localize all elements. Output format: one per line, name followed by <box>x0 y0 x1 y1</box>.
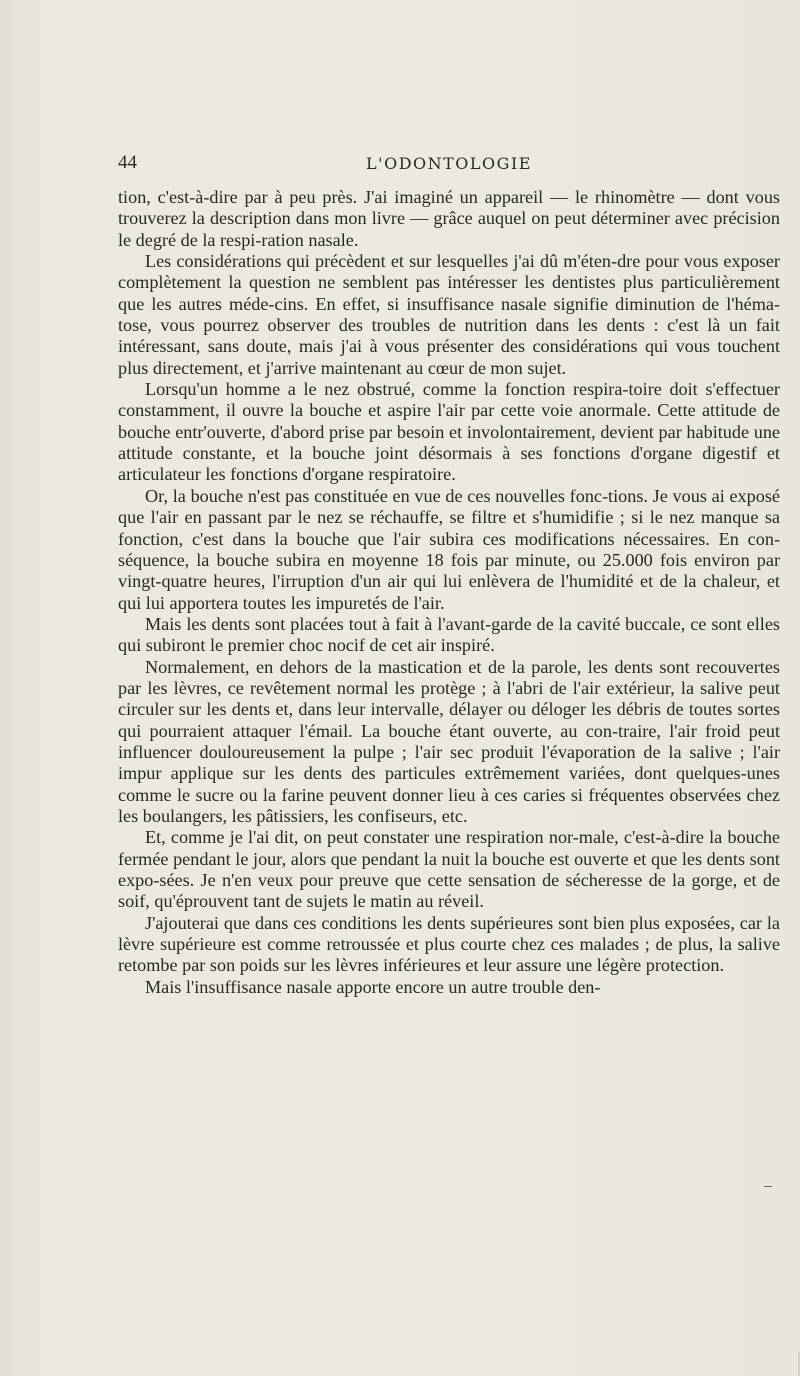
paragraph-7: Et, comme je l'ai dit, on peut constater une respiration nor-male, c'est-à-dire la bouche fermée pendant le jour, alors que pendant la nuit la bouche est ouverte et que les dents sont expo-sées. Je n'en veux pour preuve que cette sensation de sécheresse de la gorge, et de soif, qu'éprouvent tant de sujets le matin au réveil. <box>118 827 780 912</box>
page-header <box>118 152 780 178</box>
paragraph-2: Les considérations qui précèdent et sur lesquelles j'ai dû m'éten-dre pour vous exposer complètement la question ne semblent pas intéresser les dentistes plus particulièrement que les autres méde-cins. En effet, si insuffisance nasale signifie diminution de l'héma-tose, vous pourrez observer des troubles de nutrition dans les dents : c'est là un fait intéressant, sans doute, mais j'ai à vous présenter des considérations qui vous touchent plus directement, et j'arrive maintenant au cœur de mon sujet. <box>118 251 780 378</box>
paragraph-3: Lorsqu'un homme a le nez obstrué, comme la fonction respira-toire doit s'effectuer constamment, il ouvre la bouche et aspire l'air par cette voie anormale. Cette attitude de bouche entr'ouverte, d'abord prise par besoin et involontairement, devient par habitude une attitude constante, et la bouche joint désormais à ses fonctions d'organe digestif et articulateur les fonctions d'organe respiratoire. <box>118 379 780 485</box>
paragraph-5: Mais les dents sont placées tout à fait à l'avant-garde de la cavité buccale, ce sont elles qui subiront le premier choc nocif de cet air inspiré. <box>118 613 780 656</box>
running-title: L'ODONTOLOGIE <box>366 154 532 173</box>
paragraph-9: Mais l'insuffisance nasale apporte encore un autre trouble den- <box>145 976 601 997</box>
paragraph-4: Or, la bouche n'est pas constituée en vue de ces nouvelles fonc-tions. Je vous ai exposé que l'air en passant par le nez se réchauffe, se filtre et s'humidifie ; si le nez manque sa fonction, c'est dans la bouche que l'air subira ces modifications nécessaires. En con-séquence, la bouche subira en moyenne 18 fois par minute, ou 25.000 fois environ par vingt-quatre heures, l'irruption d'un air qui lui enlèvera de l'humidité et de la chaleur, et qui lui apportera toutes les impuretés de l'air. <box>118 485 780 613</box>
paragraph-8: J'ajouterai que dans ces conditions les dents supérieures sont bien plus exposées, car la lèvre supérieure est comme retroussée et plus courte chez ces malades ; de plus, la salive retombe par son poids sur les lèvres inférieures et leur assure une légère protection. <box>118 912 780 976</box>
page-number: 44 <box>118 152 137 173</box>
paragraph-6: Normalement, en dehors de la mastication et de la parole, les dents sont recouvertes par les lèvres, ce revêtement normal les protège ; à l'abri de l'air extérieur, la salive peut circuler sur les dents et, dans leur intervalle, délayer ou déloger les débris de toutes sortes qui pourraient attaquer l'émail. La bouche étant ouverte, au con-traire, l'air froid peut influencer douloureusement la pulpe ; l'air sec produit l'évaporation de la salive ; l'air impur applique sur les dents des particules extrêmement variées, dont quelques-unes comme le sucre ou la farine peuvent donner lieu à ces caries si fréquentes observées chez les boulangers, les pâtissiers, les confiseurs, etc. <box>118 656 780 826</box>
body-text <box>118 187 780 998</box>
paragraph-1: tion, c'est-à-dire par à peu près. J'ai imaginé un appareil — le rhinomètre — dont vous trouverez la description dans mon livre — grâce auquel on peut déterminer avec précision le degré de la respi-ration nasale. <box>118 187 780 250</box>
margin-mark <box>764 1186 772 1187</box>
